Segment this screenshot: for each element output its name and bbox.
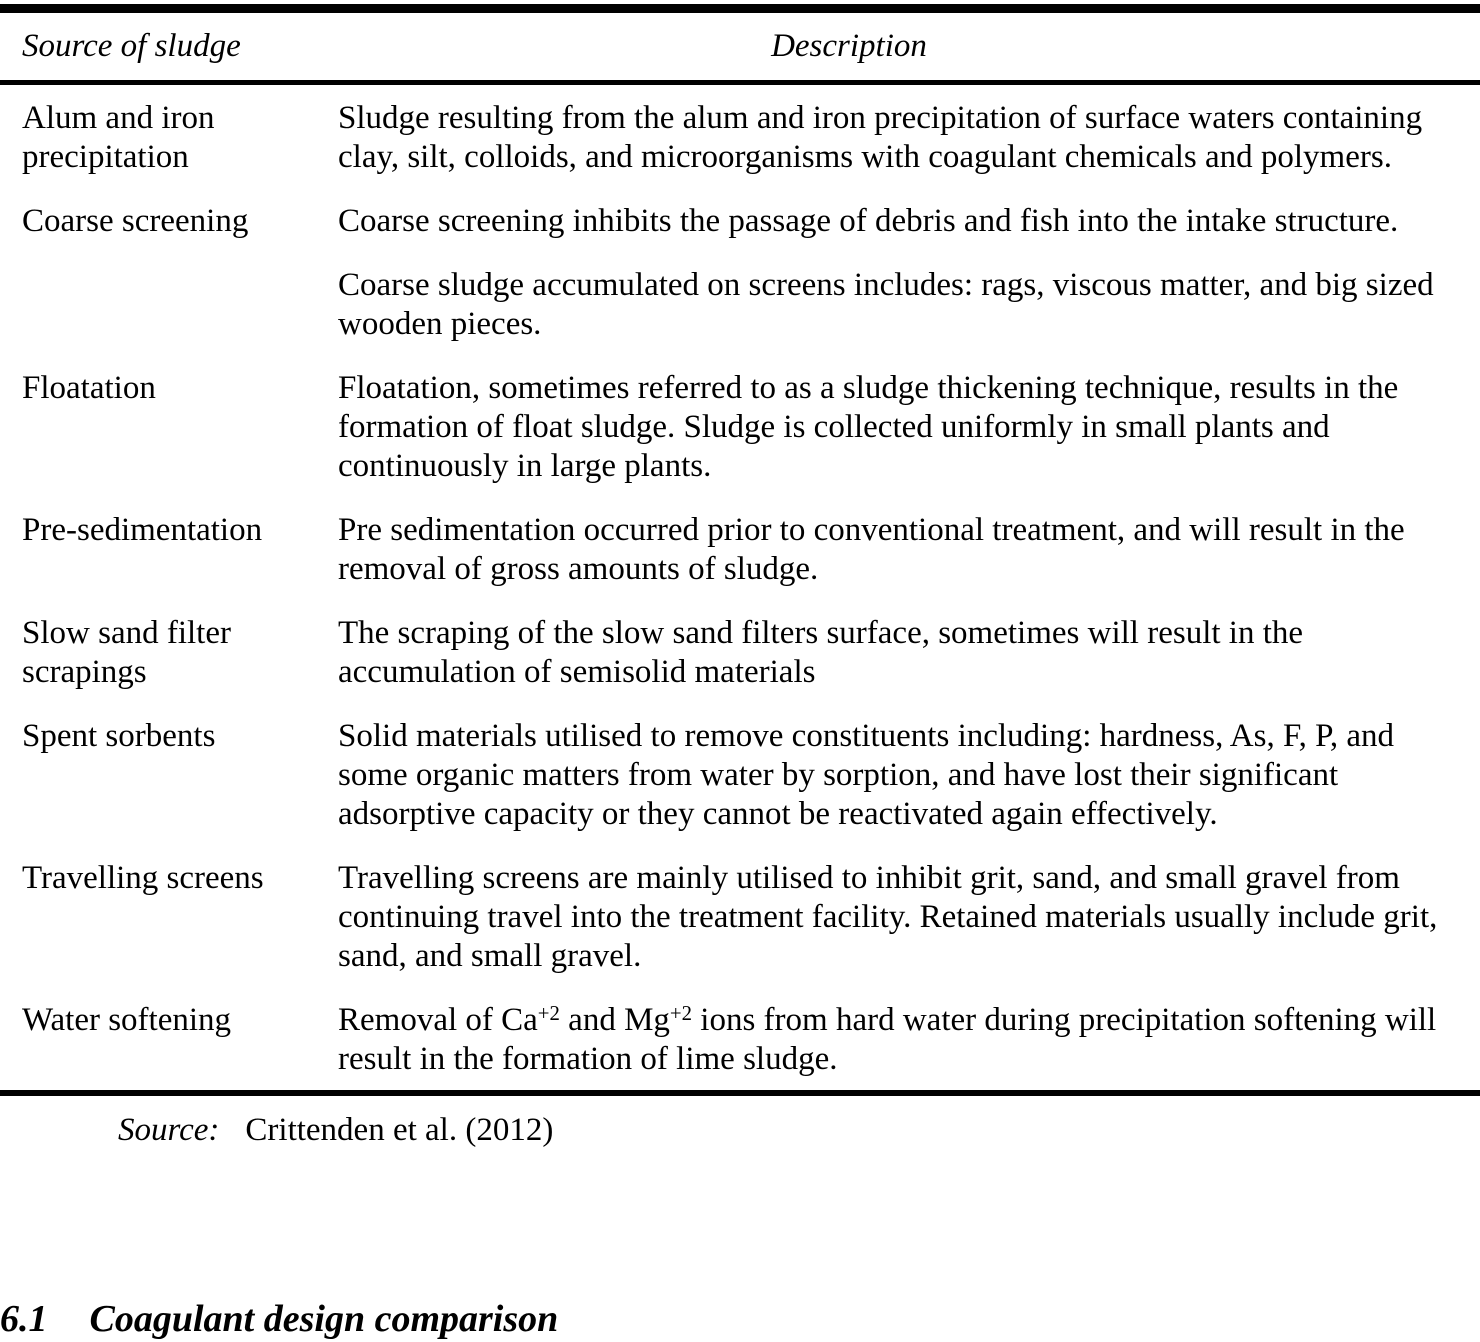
description-paragraph: Pre sedimentation occurred prior to conventional treatment, and will result in the removal of gross amounts of sludge.	[338, 512, 1405, 587]
cell-source-of-sludge: Travelling screens	[22, 860, 264, 896]
description-paragraph: Travelling screens are mainly utilised to inhibit grit, sand, and small gravel from continuing travel into the treatment facility. Retained materials usually include grit, sand, and small gravel.	[338, 860, 1438, 974]
cell-description	[336, 355, 1480, 497]
table-source-note	[0, 1096, 1480, 1150]
cell-description	[336, 987, 1480, 1090]
document-page	[0, 4, 1480, 1340]
cell-source-of-sludge: Water softening	[22, 1002, 232, 1038]
description-paragraph: Floatation, sometimes referred to as a sludge thickening technique, results in the formation of float sludge. Sludge is collected uniformly in small plants and continuously in large plants.	[338, 370, 1399, 484]
cell-source-of-sludge: Pre-sedimentation	[22, 512, 263, 548]
cell-source-of-sludge: Slow sand filter scrapings	[22, 615, 231, 690]
ion-charge-superscript: +2	[537, 1002, 560, 1026]
table-body	[0, 85, 1480, 1090]
description-paragraph: Sludge resulting from the alum and iron precipitation of surface waters containing clay, silt, colloids, and microorganisms with coagulant chemicals and polymers.	[338, 100, 1423, 175]
sources-of-sludge-table-body	[0, 85, 1480, 1090]
cell-description	[336, 703, 1480, 845]
cell-source-of-sludge: Alum and iron precipitation	[22, 100, 215, 175]
description-paragraph: Removal of $Ca^{+2}$ and $Mg^{+2}$ ions from hard water during precipitation softening will result in the formation of lime sludge.	[338, 1002, 1437, 1077]
cell-description	[336, 188, 1480, 355]
cell-description	[336, 497, 1480, 600]
section-number: 6.1	[0, 1298, 48, 1340]
description-paragraph: Coarse sludge accumulated on screens includes: rags, viscous matter, and big sized wooden pieces.	[338, 267, 1434, 342]
source-note-label: Source:	[118, 1112, 220, 1148]
description-paragraph: Solid materials utilised to remove constituents including: hardness, As, F, P, and some organic matters from water by sorption, and have lost their significant adsorptive capacity or they cannot be reactivated again effectively.	[338, 718, 1395, 832]
ion-charge-superscript: +2	[669, 1002, 693, 1026]
cell-description	[336, 845, 1480, 987]
table-row	[0, 845, 1480, 987]
column-header-source: Source of sludge	[22, 28, 241, 64]
table-row	[0, 85, 1480, 188]
source-note-citation: Crittenden et al. (2012)	[245, 1112, 554, 1148]
cell-description	[336, 85, 1480, 188]
table-header-row	[0, 13, 1480, 80]
table-row	[0, 355, 1480, 497]
table-row	[0, 188, 1480, 355]
sources-of-sludge-table	[0, 13, 1480, 80]
table-row	[0, 703, 1480, 845]
table-header	[0, 13, 1480, 80]
cell-source-of-sludge: Coarse screening	[22, 203, 249, 239]
table-row	[0, 497, 1480, 600]
column-header-description: Description	[771, 28, 927, 64]
section-title: Coagulant design comparison	[89, 1298, 559, 1340]
table-top-rule	[0, 4, 1480, 13]
cell-description	[336, 600, 1480, 703]
cell-source-of-sludge: Floatation	[22, 370, 156, 406]
following-section-heading	[0, 1296, 1480, 1342]
table-row	[0, 987, 1480, 1090]
description-paragraph: Coarse screening inhibits the passage of debris and fish into the intake structure.	[338, 203, 1399, 239]
description-paragraph: The scraping of the slow sand filters surface, sometimes will result in the accumulation of semisolid materials	[338, 615, 1304, 690]
cell-source-of-sludge: Spent sorbents	[22, 718, 216, 754]
table-row	[0, 600, 1480, 703]
